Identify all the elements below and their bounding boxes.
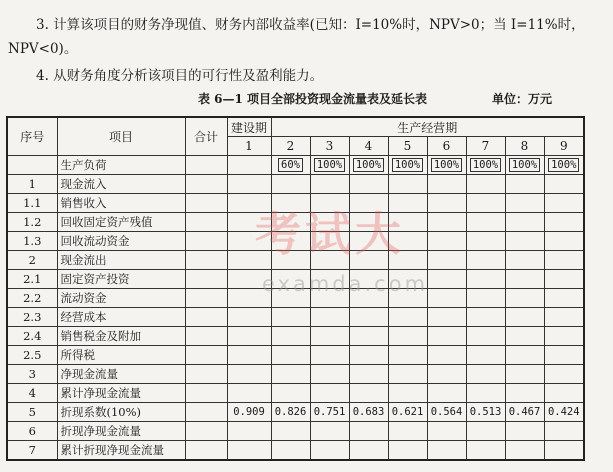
- row-value: [427, 327, 466, 346]
- row-value: [544, 270, 584, 289]
- row-value: [349, 213, 388, 232]
- row-value: [271, 308, 310, 327]
- row-value: [466, 365, 505, 384]
- row-seq: 4: [7, 384, 57, 403]
- row-value: [388, 270, 427, 289]
- row-value: [505, 175, 544, 194]
- row-value: [466, 308, 505, 327]
- row-value: [505, 365, 544, 384]
- table-row: [7, 346, 584, 365]
- row-value: [349, 365, 388, 384]
- row-value: [227, 384, 271, 403]
- row-value: [544, 251, 584, 270]
- row-value: [466, 384, 505, 403]
- load-percent: 100%: [431, 158, 462, 172]
- row-total: [185, 327, 227, 346]
- table-row: [7, 232, 584, 251]
- row-value: [271, 327, 310, 346]
- row-value: 0.513: [466, 403, 505, 422]
- row-item: 所得税: [57, 346, 185, 365]
- row-value: [271, 270, 310, 289]
- header-total: 合计: [185, 117, 227, 156]
- row-total: [185, 365, 227, 384]
- row-value: 0.683: [349, 403, 388, 422]
- row-value: [544, 308, 584, 327]
- row-item: 现金流出: [57, 251, 185, 270]
- row-value: [505, 308, 544, 327]
- load-percent: 100%: [548, 158, 579, 172]
- table-row: [7, 365, 584, 384]
- row-value: [505, 251, 544, 270]
- row-value: [271, 289, 310, 308]
- row-value: [349, 422, 388, 441]
- row-value: [544, 289, 584, 308]
- row-value: [310, 289, 349, 308]
- table-row: [7, 251, 584, 270]
- header-year: 5: [388, 137, 427, 156]
- question-3-text-continued: NPV<0)。: [8, 41, 78, 57]
- row-item: 固定资产投资: [57, 270, 185, 289]
- row-value: [505, 422, 544, 441]
- row-value: [388, 213, 427, 232]
- row-value: [271, 251, 310, 270]
- header-construction: 建设期: [227, 117, 271, 137]
- row-value: [388, 308, 427, 327]
- row-value: [227, 194, 271, 213]
- row-value: [388, 365, 427, 384]
- row-value: [427, 346, 466, 365]
- row-item: 销售税金及附加: [57, 327, 185, 346]
- row-value: [349, 156, 388, 175]
- cash-flow-table: [6, 116, 585, 461]
- table-row: [7, 403, 584, 422]
- row-total: [185, 346, 227, 365]
- row-value: [310, 156, 349, 175]
- row-total: [185, 384, 227, 403]
- row-total: [185, 441, 227, 461]
- row-value: [544, 156, 584, 175]
- load-percent: 60%: [278, 158, 303, 172]
- row-value: 0.467: [505, 403, 544, 422]
- row-value: [388, 175, 427, 194]
- row-value: [466, 156, 505, 175]
- table-row: [7, 289, 584, 308]
- table-row: [7, 384, 584, 403]
- row-value: [227, 270, 271, 289]
- row-value: [349, 441, 388, 461]
- row-value: [388, 384, 427, 403]
- row-total: [185, 232, 227, 251]
- row-value: [544, 175, 584, 194]
- row-value: [388, 289, 427, 308]
- row-value: [349, 175, 388, 194]
- row-item: 经营成本: [57, 308, 185, 327]
- row-value: 0.564: [427, 403, 466, 422]
- row-value: [310, 327, 349, 346]
- row-seq: 6: [7, 422, 57, 441]
- row-value: [349, 251, 388, 270]
- row-seq: 2.5: [7, 346, 57, 365]
- row-value: 0.621: [388, 403, 427, 422]
- row-item: 折现净现金流量: [57, 422, 185, 441]
- row-value: [427, 441, 466, 461]
- row-value: [466, 441, 505, 461]
- row-value: [466, 327, 505, 346]
- row-value: [388, 327, 427, 346]
- header-year: 8: [505, 137, 544, 156]
- table-row: [7, 156, 584, 175]
- row-value: [227, 251, 271, 270]
- row-value: [271, 213, 310, 232]
- header-year: 2: [271, 137, 310, 156]
- row-value: [466, 213, 505, 232]
- row-value: [227, 175, 271, 194]
- row-value: [544, 384, 584, 403]
- row-value: [310, 308, 349, 327]
- row-value: [427, 194, 466, 213]
- row-seq: 1.3: [7, 232, 57, 251]
- row-value: [544, 327, 584, 346]
- row-total: [185, 270, 227, 289]
- row-value: [427, 308, 466, 327]
- row-value: [310, 384, 349, 403]
- row-item: 累计净现金流量: [57, 384, 185, 403]
- row-value: [349, 308, 388, 327]
- row-value: [388, 441, 427, 461]
- watermark-logo: 考试大: [255, 207, 405, 261]
- row-total: [185, 156, 227, 175]
- row-seq: 3: [7, 365, 57, 384]
- row-value: 0.751: [310, 403, 349, 422]
- row-value: [388, 156, 427, 175]
- row-value: [427, 384, 466, 403]
- row-total: [185, 403, 227, 422]
- row-value: [227, 289, 271, 308]
- row-value: [544, 213, 584, 232]
- row-value: [310, 175, 349, 194]
- row-value: [271, 365, 310, 384]
- row-seq: 2.1: [7, 270, 57, 289]
- row-value: [310, 270, 349, 289]
- header-year: 1: [227, 137, 271, 156]
- load-percent: 100%: [470, 158, 501, 172]
- row-value: [349, 384, 388, 403]
- row-value: [505, 156, 544, 175]
- row-value: [310, 346, 349, 365]
- header-item: 项目: [57, 117, 185, 156]
- row-value: [310, 251, 349, 270]
- row-item: 累计折现净现金流量: [57, 441, 185, 461]
- row-value: [227, 213, 271, 232]
- table-row: [7, 441, 584, 461]
- question-4-text: 4. 从财务角度分析该项目的可行性及盈利能力。: [36, 68, 324, 84]
- row-value: [271, 346, 310, 365]
- row-value: [271, 175, 310, 194]
- row-seq: 7: [7, 441, 57, 461]
- row-value: [544, 232, 584, 251]
- table-unit: 单位：万元: [492, 92, 553, 106]
- header-production: 生产经营期: [271, 117, 584, 137]
- row-value: [271, 441, 310, 461]
- row-value: [544, 194, 584, 213]
- row-value: [427, 213, 466, 232]
- watermark-url: examda.com: [262, 272, 429, 296]
- row-value: [227, 346, 271, 365]
- table-row: [7, 194, 584, 213]
- row-value: [388, 422, 427, 441]
- row-value: [310, 194, 349, 213]
- row-value: [427, 270, 466, 289]
- row-value: [227, 365, 271, 384]
- load-percent: 100%: [509, 158, 540, 172]
- row-value: [310, 441, 349, 461]
- table-body: [7, 156, 584, 461]
- row-seq: 1: [7, 175, 57, 194]
- row-value: [505, 232, 544, 251]
- row-total: [185, 289, 227, 308]
- row-value: [227, 441, 271, 461]
- table-caption: 表 6—1 项目全部投资现金流量表及延长表: [198, 92, 428, 106]
- row-value: [505, 194, 544, 213]
- row-value: [349, 327, 388, 346]
- row-total: [185, 194, 227, 213]
- row-value: [466, 270, 505, 289]
- row-total: [185, 251, 227, 270]
- table-row: [7, 422, 584, 441]
- header-year: 4: [349, 137, 388, 156]
- row-value: 0.909: [227, 403, 271, 422]
- row-value: [310, 365, 349, 384]
- row-value: [505, 270, 544, 289]
- row-item: 销售收入: [57, 194, 185, 213]
- header-seq: 序号: [7, 117, 57, 156]
- row-value: [310, 232, 349, 251]
- row-value: [388, 346, 427, 365]
- row-value: [271, 232, 310, 251]
- row-item: 现金流入: [57, 175, 185, 194]
- row-total: [185, 422, 227, 441]
- row-value: [427, 156, 466, 175]
- row-item: 净现金流量: [57, 365, 185, 384]
- row-value: [505, 441, 544, 461]
- row-seq: 2: [7, 251, 57, 270]
- row-value: [427, 232, 466, 251]
- row-seq: 1.1: [7, 194, 57, 213]
- load-percent: 100%: [353, 158, 384, 172]
- row-value: [227, 422, 271, 441]
- row-value: [271, 384, 310, 403]
- header-year: 6: [427, 137, 466, 156]
- row-value: [544, 346, 584, 365]
- row-seq: 2.4: [7, 327, 57, 346]
- question-3-text: 3. 计算该项目的财务净现值、财务内部收益率(已知：I=10%时，NPV>0；当 I=11%时，: [36, 17, 585, 33]
- row-value: [466, 194, 505, 213]
- row-value: 0.424: [544, 403, 584, 422]
- row-value: [349, 346, 388, 365]
- table-row: [7, 308, 584, 327]
- row-seq: 2.2: [7, 289, 57, 308]
- row-value: [310, 422, 349, 441]
- table-row: [7, 327, 584, 346]
- row-value: 0.826: [271, 403, 310, 422]
- row-total: [185, 213, 227, 232]
- row-value: [271, 194, 310, 213]
- row-item: 折现系数(10%): [57, 403, 185, 422]
- row-value: [271, 422, 310, 441]
- row-value: [388, 194, 427, 213]
- row-value: [505, 213, 544, 232]
- row-value: [544, 441, 584, 461]
- row-value: [388, 232, 427, 251]
- row-value: [227, 327, 271, 346]
- row-value: [544, 422, 584, 441]
- row-value: [349, 194, 388, 213]
- row-item: 流动资金: [57, 289, 185, 308]
- row-value: [227, 156, 271, 175]
- row-seq: 2.3: [7, 308, 57, 327]
- header-year: 3: [310, 137, 349, 156]
- row-value: [427, 251, 466, 270]
- row-seq: [7, 156, 57, 175]
- row-value: [227, 308, 271, 327]
- row-seq: 5: [7, 403, 57, 422]
- table-row: [7, 175, 584, 194]
- row-value: [427, 422, 466, 441]
- row-value: [466, 346, 505, 365]
- row-value: [349, 289, 388, 308]
- row-value: [310, 213, 349, 232]
- row-value: [466, 251, 505, 270]
- row-value: [271, 156, 310, 175]
- row-seq: 1.2: [7, 213, 57, 232]
- row-item: 生产负荷: [57, 156, 185, 175]
- row-value: [349, 232, 388, 251]
- table-row: [7, 213, 584, 232]
- row-value: [505, 289, 544, 308]
- row-value: [427, 175, 466, 194]
- row-value: [544, 365, 584, 384]
- header-year: 7: [466, 137, 505, 156]
- table-row: [7, 270, 584, 289]
- row-value: [505, 384, 544, 403]
- row-value: [466, 175, 505, 194]
- row-value: [227, 232, 271, 251]
- row-value: [466, 232, 505, 251]
- row-value: [505, 327, 544, 346]
- load-percent: 100%: [314, 158, 345, 172]
- row-value: [427, 365, 466, 384]
- row-item: 回收流动资金: [57, 232, 185, 251]
- row-value: [466, 422, 505, 441]
- row-item: 回收固定资产残值: [57, 213, 185, 232]
- load-percent: 100%: [392, 158, 423, 172]
- header-year: 9: [544, 137, 584, 156]
- row-total: [185, 308, 227, 327]
- row-value: [427, 289, 466, 308]
- row-total: [185, 175, 227, 194]
- row-value: [349, 270, 388, 289]
- row-value: [505, 346, 544, 365]
- row-value: [388, 251, 427, 270]
- row-value: [466, 289, 505, 308]
